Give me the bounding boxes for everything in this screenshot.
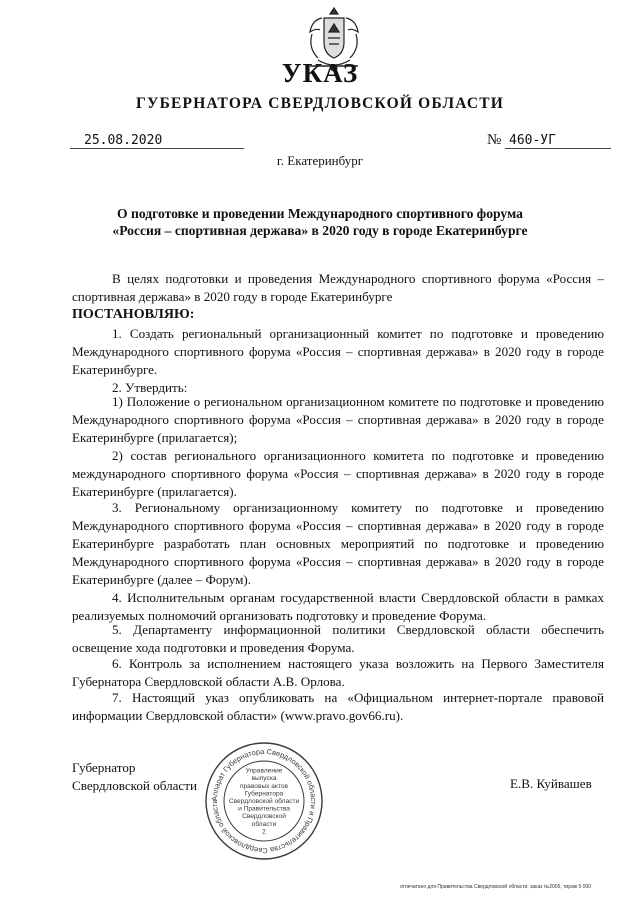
signatory-position [72, 759, 197, 795]
document-date: 25.08.2020 [70, 133, 244, 149]
svg-text:Аппарат Губернатора Свердловск: Аппарат Губернатора Свердловской области и Правительства Свердловской области [209, 746, 319, 856]
stamp-center-line: и Правительства [238, 805, 290, 813]
stamp-center-line: области [251, 820, 277, 828]
issuer-subtitle: ГУБЕРНАТОРА СВЕРДЛОВСКОЙ ОБЛАСТИ [135, 95, 505, 112]
intro-paragraph: В целях подготовки и проведения Международного спортивного форума «Россия – спортивная держава» в 2020 году в городе Екатеринбурге [72, 271, 604, 304]
signatory-name: Е.В. Куйвашев [510, 776, 592, 791]
print-footer: отпечатано для Правительства Свердловской области, заказ №2005, тираж 5 000 [400, 884, 592, 890]
paragraph-2-1: 1) Положение о региональном организационном комитете по подготовке и проведению Международного спортивного форума «Россия – спортивная держава» в 2020 году в городе Екатеринбурге (прилагается); [72, 394, 604, 445]
position-line-2: Свердловской области [72, 778, 197, 793]
paragraph-7: 7. Настоящий указ опубликовать на «Официальном интернет-портале правовой информации Свердловской области» (www.pravo.gov66.ru). [72, 690, 604, 723]
position-line-1: Губернатор [72, 760, 136, 775]
city: г. Екатеринбург [276, 153, 364, 168]
decree-word: ПОСТАНОВЛЯЮ: [72, 307, 195, 322]
paragraph-2: 2. Утвердить: [112, 380, 188, 395]
official-stamp [203, 740, 325, 862]
stamp-center-line: правовых актов [239, 782, 289, 790]
stamp-center-line: Свердловской [242, 813, 286, 821]
stamp-center-line: 2 [262, 828, 266, 836]
document-heading [95, 205, 545, 239]
stamp-center-line: выпуска [251, 775, 277, 783]
stamp-center-line: Губернатора [244, 790, 284, 798]
paragraph-6: 6. Контроль за исполнением настоящего указа возложить на Первого Заместителя Губернатора Свердловской области А.В. Орлова. [72, 656, 604, 689]
paragraph-5: 5. Департаменту информационной политики Свердловской области обеспечить освещение хода подготовки и проведения Форума. [72, 622, 604, 655]
document-title: УКАЗ [281, 58, 359, 88]
document-number: 460-УГ [505, 133, 611, 149]
paragraph-3: 3. Региональному организационному комитету по подготовке и проведению Международного спортивного форума «Россия – спортивная держава» в 2020 году в городе Екатеринбурге разработать план основных мероприятий по подготовке и проведению Международного спортивного форума «Россия – спортивная держава» в 2020 году в городе Екатеринбурге (далее – Форум). [72, 500, 604, 587]
heading-line-2: «Россия – спортивная держава» в 2020 году в городе Екатеринбурге [112, 223, 528, 238]
heading-line-1: О подготовке и проведении Международного спортивного форума [117, 206, 523, 221]
stamp-center-line: Управление [245, 767, 283, 775]
number-label: № [487, 132, 502, 148]
paragraph-1: 1. Создать региональный организационный комитет по подготовке и проведению Международного спортивного форума «Россия – спортивная держава» в 2020 году в городе Екатеринбурге. [72, 326, 604, 377]
stamp-center-line: Свердловской области [228, 798, 300, 805]
paragraph-4: 4. Исполнительным органам государственной власти Свердловской области в рамках реализуемых полномочий организовать подготовку и проведение Форума. [72, 590, 604, 623]
paragraph-2-2: 2) состав регионального организационного комитета по подготовке и проведению международного спортивного форума «Россия – спортивная держава» в 2020 году в городе Екатеринбурге (прилагается). [72, 448, 604, 499]
